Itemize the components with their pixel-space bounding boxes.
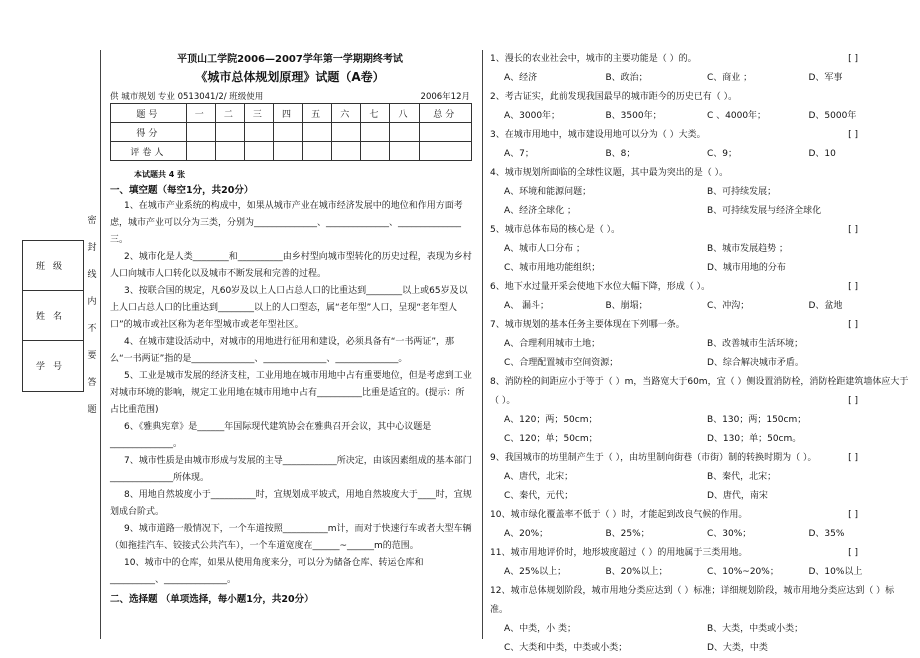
class-label: 班级 <box>23 241 83 291</box>
exam-info <box>110 90 470 102</box>
fill-question: 10、城市中的仓库，如果从使用角度来分，可以分为储备仓库、转运仓库和__________、______________。 <box>110 558 424 585</box>
fill-question: 2、城市化是人类________和__________由乡村型向城市型转化的历史过程，表现为乡村人口向城市人口转化以及城市不断发展和完善的过程。 <box>110 252 472 279</box>
table-row: 得分 <box>111 123 472 142</box>
seal-line-text: 密 封 线 内 不 要 答 题 <box>87 216 97 415</box>
sheet-count: 本试题共 4 张 <box>134 170 186 179</box>
score-table <box>110 103 472 161</box>
fill-question: 6、《雅典宪章》是______年国际现代建筑协会在雅典召开会议，其中心议题是______________。 <box>110 422 432 449</box>
major-info: 供 城市规划 专业 0513041/2/ 班级使用 <box>110 92 264 102</box>
exam-date: 2006年12月 <box>420 92 470 102</box>
name-label: 姓名 <box>23 291 83 341</box>
binding-line <box>100 50 101 639</box>
exam-title: 平顶山工学院2006—2007学年第一学期期终考试 <box>177 54 403 65</box>
mc-question: 12、城市总体规划阶段，城市用地分类应达到（ ）标准；详细规划阶段，城市用地分类应达到（ ）标准。 A、中类，小 类； B、大类，中类或小类； C、大类和中类，中类或小类； D、大类，中类 <box>490 586 895 653</box>
mc-question: 4、城市规划所面临的全球性议题，其中最为突出的是（ ）。 A、环境和能源问题； B、可持续发展； A、经济全球化 ； B、可持续发展与经济全球化 <box>490 168 822 216</box>
fill-question: 7、城市性质是由城市形成与发展的主导____________所决定，由该因素组成的基本部门______________所体现。 <box>110 456 472 483</box>
mc-question: 7、城市规划的基本任务主要体现在下列哪一条。 [ ] A、合理利用城市土地； B、改善城市生活环境； C、合理配置城市空间资源； D、综合解决城市矛盾。 <box>490 320 858 368</box>
table-row: 评卷人 <box>111 142 472 161</box>
fill-question: 3、按联合国的规定，凡60岁及以上人口占总人口的比重达到________以上或65岁及以上人口占总人口的比重达到________以上的人口型态，属“老年型”人口，呈现“老年型人口”的城市或社区称为老年型城市或老年型社区。 <box>110 286 468 330</box>
table-row: 题号 一 二 三 四 五 六 七 八 总分 <box>111 104 472 123</box>
column-divider <box>482 50 483 639</box>
mc-question: 1、漫长的农业社会中，城市的主要功能是（ ）的。 [ ] A、经济 B、政治； C、商业 ； D、军事 <box>490 54 858 83</box>
mc-question: 3、在城市用地中，城市建设用地可以分为（ ）大类。 [ ] A、7； B、8； C、9； D、10 <box>490 130 858 159</box>
fill-question: 5、工业是城市发展的经济支柱，工业用地在城市用地中占有重要地位，但是考虑到工业对城市环境的影响，规定工业用地在城市用地中占有__________比重是适宜的。(提示：所占比重范围) <box>110 371 472 415</box>
mc-question: 6、地下水过量开采会使地下水位大幅下降，形成（ ）。 [ ] A、 漏斗； B、崩塌； C、冲沟； D、盆地 <box>490 282 858 311</box>
mc-question: 8、消防栓的间距应小于等于（ ）m，当路宽大于60m，宜（ ）侧设置消防栓，消防栓距建筑墙体应大于（ ）。 [ ] A、120；两；50cm； B、130；两；150cm； C、120；单；50cm； D、130；单；50cm。 <box>490 377 909 444</box>
exam-subtitle: 《城市总体规划原理》试题（A卷） <box>195 70 385 84</box>
mc-question: 5、城市总体布局的核心是（ ）。 [ ] A、城市人口分布 ； B、城市发展趋势 ； C、城市用地功能组织； D、城市用地的分布 <box>490 225 858 273</box>
left-column <box>104 50 476 607</box>
student-id-label: 学号 <box>35 362 70 372</box>
mc-question: 11、城市用地评价时，地形坡度超过（ ）的用地属于三类用地。 [ ] A、25%以上； B、20%以上； C、10%~20%； D、10%以上 <box>490 548 863 577</box>
right-column <box>490 50 910 658</box>
fill-question: 9、城市道路一般情况下，一个车道按照__________m计，而对于快速行车或者大型车辆（如拖挂汽车、铰接式公共汽车），一个车道宽度在______~______m的范围。 <box>110 524 472 551</box>
fill-question: 1、在城市产业系统的构成中，如果从城市产业在城市经济发展中的地位和作用方面考虑，城市产业可以分为三类，分别为______________、______________、______________三。 <box>110 201 463 245</box>
mc-question: 9、我国城市的坊里制产生于（ ），由坊里制向街巷（市街）制的转换时期为（ ）。 [ ] A、唐代，北宋； B、秦代，北宋； C、秦代，元代； D、唐代，南宋 <box>490 453 858 501</box>
fill-question: 4、在城市建设活动中，对城市的用地进行征用和建设，必须具备有“一书两证”，那么“一书两证”指的是______________、______________、______________。 <box>110 337 455 364</box>
mc-question: 2、考古证实，此前发现我国最早的城市距今的历史已有（ ）。 A、3000年； B、3500年； C 、4000年； D、5000年 <box>490 92 857 121</box>
section-title-fill: 一、填空题（每空1分，共20分） <box>110 185 254 196</box>
fill-question: 8、用地自然坡度小于__________时，宜规划成平坡式，用地自然坡度大于____时，宜规划成台阶式。 <box>110 490 472 517</box>
section-title-choice: 二、选择题 （单项选择，每小题1分，共20分） <box>110 594 314 605</box>
mc-question: 10、城市绿化覆盖率不低于（ ）时，才能起到改良气候的作用。 [ ] A、20%； B、25%； C、30%； D、35% <box>490 510 858 539</box>
student-info-box <box>22 240 84 392</box>
